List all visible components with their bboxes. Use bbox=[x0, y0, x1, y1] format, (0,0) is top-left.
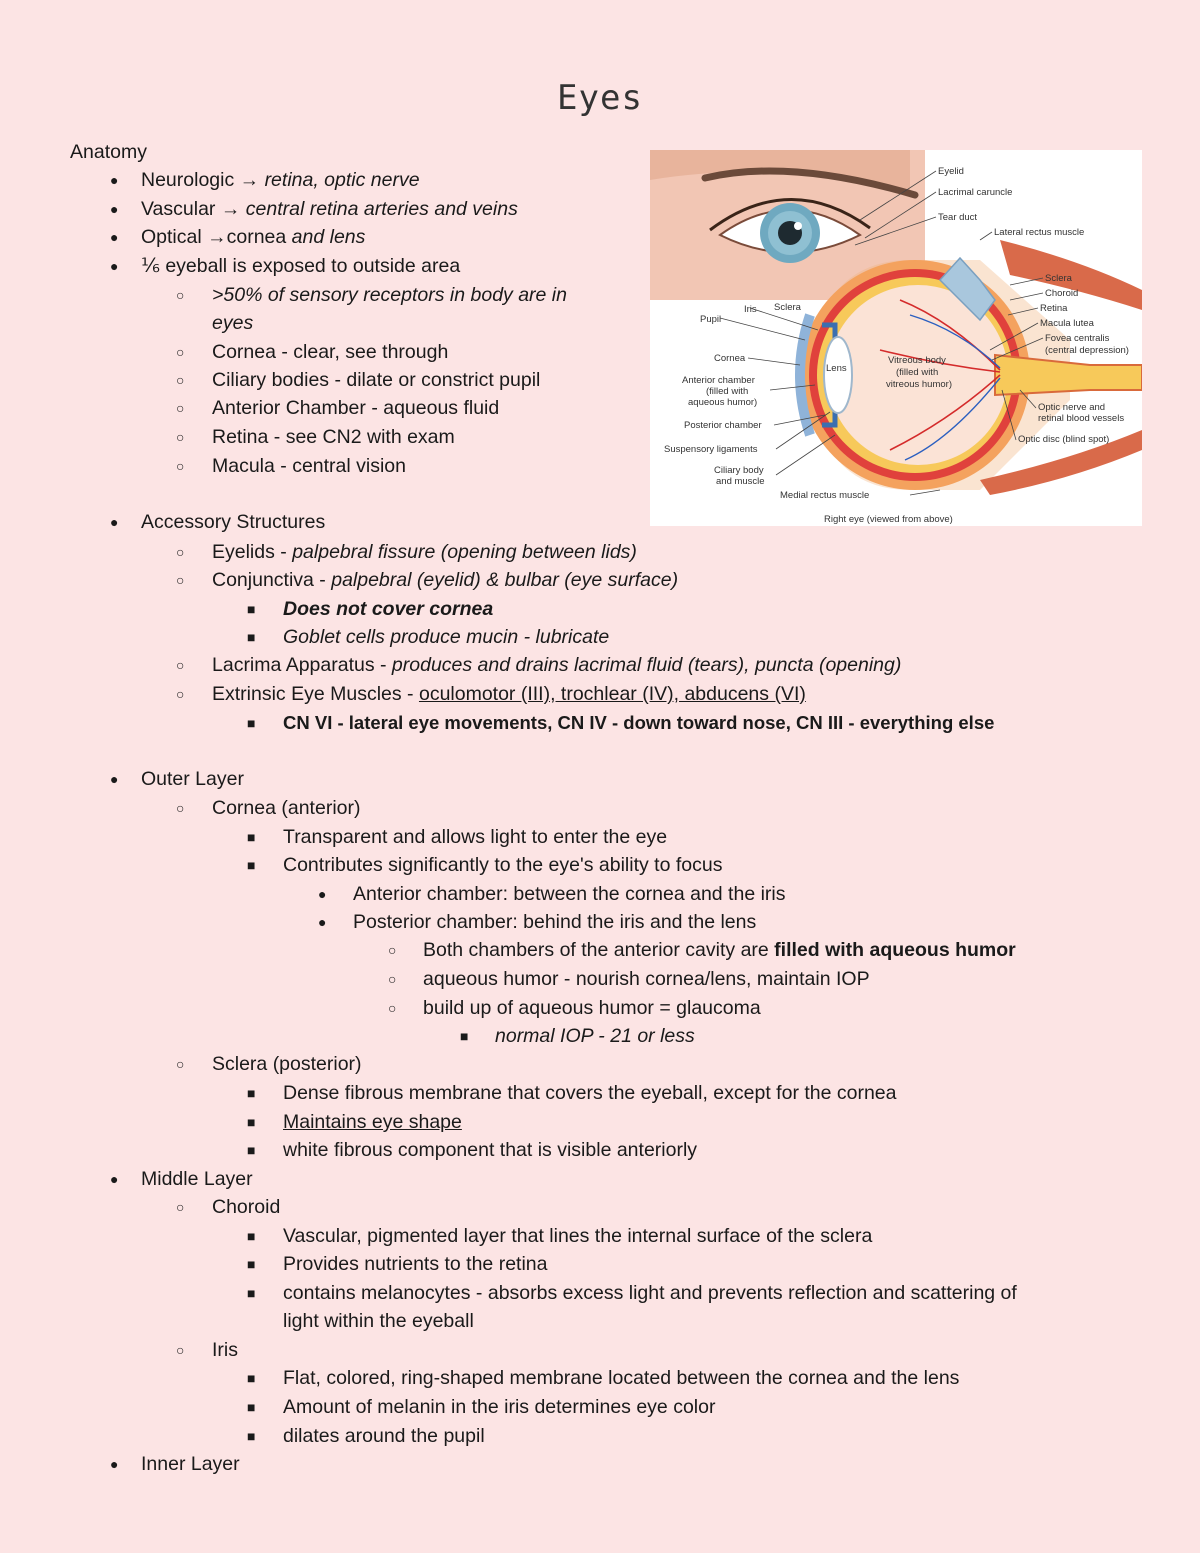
list-item-continued: eyes bbox=[212, 312, 254, 334]
list-item: Macula - central vision bbox=[212, 455, 406, 477]
list-item-continued: light within the eyeball bbox=[283, 1310, 474, 1332]
list-item: Anterior Chamber - aqueous fluid bbox=[212, 397, 500, 419]
bullet-square: ■ bbox=[247, 829, 256, 845]
bullet-circle: ○ bbox=[176, 1199, 185, 1215]
list-item: Middle Layer bbox=[141, 1168, 253, 1190]
bullet-square: ■ bbox=[247, 601, 256, 617]
bullet-square: ■ bbox=[247, 715, 256, 731]
bullet-circle: ○ bbox=[176, 1342, 185, 1358]
list-item: Vascular → central retina arteries and veins bbox=[141, 198, 518, 220]
bullet-square: ■ bbox=[247, 1085, 256, 1101]
eye-highlight bbox=[794, 222, 802, 230]
page-title: Eyes bbox=[557, 78, 643, 118]
list-item: Iris bbox=[212, 1339, 238, 1361]
list-item: Cornea - clear, see through bbox=[212, 341, 449, 363]
list-item: Neurologic → retina, optic nerve bbox=[141, 169, 420, 191]
bullet-circle: ○ bbox=[176, 344, 185, 360]
label-optic-nerve-2: retinal blood vessels bbox=[1038, 413, 1125, 424]
bullet-circle: ○ bbox=[176, 686, 185, 702]
bullet-dot: ● bbox=[110, 1456, 119, 1472]
label-choroid: Choroid bbox=[1045, 288, 1079, 299]
list-item: Provides nutrients to the retina bbox=[283, 1253, 548, 1275]
bullet-circle: ○ bbox=[176, 429, 185, 445]
bullet-circle: ○ bbox=[176, 657, 185, 673]
label-anterior-chamber-3: aqueous humor) bbox=[688, 397, 758, 408]
bullet-dot: ● bbox=[318, 914, 327, 930]
label-lateral-rectus: Lateral rectus muscle bbox=[994, 227, 1085, 238]
bullet-square: ■ bbox=[247, 857, 256, 873]
bullet-dot: ● bbox=[110, 229, 119, 245]
label-optic-disc: Optic disc (blind spot) bbox=[1018, 434, 1110, 445]
lens-icon bbox=[824, 337, 852, 413]
list-item: Transparent and allows light to enter the eye bbox=[283, 826, 668, 848]
bullet-dot: ● bbox=[110, 514, 119, 530]
label-pupil: Pupil bbox=[700, 314, 722, 325]
list-item: Maintains eye shape bbox=[283, 1111, 462, 1133]
label-retina: Retina bbox=[1040, 303, 1068, 314]
bullet-square: ■ bbox=[247, 1370, 256, 1386]
list-item: Dense fibrous membrane that covers the eyeball, except for the cornea bbox=[283, 1082, 897, 1104]
label-suspensory: Suspensory ligaments bbox=[664, 444, 758, 455]
list-item: Lacrima Apparatus - produces and drains lacrimal fluid (tears), puncta (opening) bbox=[212, 654, 902, 676]
bullet-circle: ○ bbox=[176, 287, 185, 303]
label-ciliary: Ciliary body bbox=[714, 465, 764, 476]
list-item: white fibrous component that is visible anteriorly bbox=[283, 1139, 698, 1161]
label-ciliary-2: and muscle bbox=[716, 476, 765, 487]
bullet-dot: ● bbox=[318, 886, 327, 902]
list-item: Accessory Structures bbox=[141, 511, 326, 533]
bullet-square: ■ bbox=[247, 1285, 256, 1301]
list-item: Choroid bbox=[212, 1196, 281, 1218]
bullet-dot: ● bbox=[110, 172, 119, 188]
label-eyelid: Eyelid bbox=[938, 166, 964, 177]
bullet-circle: ○ bbox=[176, 544, 185, 560]
bullet-square: ■ bbox=[247, 1142, 256, 1158]
bullet-square: ■ bbox=[460, 1028, 469, 1044]
bullet-dot: ● bbox=[110, 201, 119, 217]
figure-caption: Right eye (viewed from above) bbox=[824, 514, 953, 525]
list-item: Optical →cornea and lens bbox=[141, 226, 366, 248]
list-item: Outer Layer bbox=[141, 768, 244, 790]
label-vitreous-2: (filled with bbox=[896, 367, 939, 378]
label-vitreous-3: vitreous humor) bbox=[886, 379, 952, 390]
list-item: Cornea (anterior) bbox=[212, 797, 361, 819]
section-heading-anatomy: Anatomy bbox=[70, 141, 147, 163]
list-item: dilates around the pupil bbox=[283, 1425, 485, 1447]
bullet-dot: ● bbox=[110, 1171, 119, 1187]
list-item: Anterior chamber: between the cornea and the iris bbox=[353, 883, 786, 905]
label-anterior-chamber: Anterior chamber bbox=[682, 375, 755, 386]
bullet-circle: ○ bbox=[176, 400, 185, 416]
bullet-dot: ● bbox=[110, 258, 119, 274]
label-tear-duct: Tear duct bbox=[938, 212, 978, 223]
list-item: Contributes significantly to the eye's ability to focus bbox=[283, 854, 723, 876]
list-item: Eyelids - palpebral fissure (opening between lids) bbox=[212, 541, 637, 563]
bullet-circle: ○ bbox=[176, 458, 185, 474]
label-iris: Iris bbox=[744, 304, 757, 315]
list-item: Sclera (posterior) bbox=[212, 1053, 362, 1075]
list-item: Ciliary bodies - dilate or constrict pupil bbox=[212, 369, 541, 391]
list-item: CN VI - lateral eye movements, CN IV - down toward nose, CN III - everything else bbox=[283, 712, 995, 733]
label-medial-rectus: Medial rectus muscle bbox=[780, 490, 870, 501]
list-item: Extrinsic Eye Muscles - oculomotor (III), trochlear (IV), abducens (VI) bbox=[212, 683, 806, 705]
bullet-square: ■ bbox=[247, 1399, 256, 1415]
bullet-square: ■ bbox=[247, 1228, 256, 1244]
bullet-circle: ○ bbox=[388, 971, 397, 987]
bullet-circle: ○ bbox=[176, 372, 185, 388]
list-item: Retina - see CN2 with exam bbox=[212, 426, 455, 448]
bullet-circle: ○ bbox=[176, 1056, 185, 1072]
label-cornea: Cornea bbox=[714, 353, 746, 364]
list-item: Amount of melanin in the iris determines eye color bbox=[283, 1396, 716, 1418]
list-item: Posterior chamber: behind the iris and the lens bbox=[353, 911, 757, 933]
label-sclera-left: Sclera bbox=[774, 302, 801, 313]
list-item: Vascular, pigmented layer that lines the internal surface of the sclera bbox=[283, 1225, 873, 1247]
eye-anatomy-illustration bbox=[650, 150, 1142, 526]
bullet-circle: ○ bbox=[388, 1000, 397, 1016]
bullet-square: ■ bbox=[247, 1428, 256, 1444]
label-anterior-chamber-2: (filled with bbox=[706, 386, 749, 397]
label-optic-nerve: Optic nerve and bbox=[1038, 402, 1106, 413]
list-item: Conjunctiva - palpebral (eyelid) & bulbar (eye surface) bbox=[212, 569, 679, 591]
list-item: Both chambers of the anterior cavity are filled with aqueous humor bbox=[423, 939, 1016, 961]
bullet-dot: ● bbox=[110, 771, 119, 787]
label-sclera-right: Sclera bbox=[1045, 273, 1072, 284]
list-item: Flat, colored, ring-shaped membrane located between the cornea and the lens bbox=[283, 1367, 960, 1389]
list-item: ⅙ eyeball is exposed to outside area bbox=[141, 255, 461, 277]
label-lens: Lens bbox=[826, 363, 847, 374]
label-vitreous: Vitreous body bbox=[888, 355, 946, 366]
list-item: normal IOP - 21 or less bbox=[495, 1025, 695, 1047]
list-item: Goblet cells produce mucin - lubricate bbox=[283, 626, 610, 648]
list-item: >50% of sensory receptors in body are in bbox=[212, 284, 567, 306]
list-item: aqueous humor - nourish cornea/lens, maintain IOP bbox=[423, 968, 870, 990]
list-item: build up of aqueous humor = glaucoma bbox=[423, 997, 761, 1019]
bullet-circle: ○ bbox=[388, 942, 397, 958]
bullet-square: ■ bbox=[247, 1114, 256, 1130]
label-fovea-2: (central depression) bbox=[1045, 345, 1129, 356]
label-fovea: Fovea centralis bbox=[1045, 333, 1110, 344]
list-item: contains melanocytes - absorbs excess light and prevents reflection and scattering of bbox=[283, 1282, 1017, 1304]
bullet-square: ■ bbox=[247, 629, 256, 645]
label-macula: Macula lutea bbox=[1040, 318, 1094, 329]
list-item: Inner Layer bbox=[141, 1453, 240, 1475]
bullet-square: ■ bbox=[247, 1256, 256, 1272]
bullet-circle: ○ bbox=[176, 800, 185, 816]
bullet-circle: ○ bbox=[176, 572, 185, 588]
label-caruncle: Lacrimal caruncle bbox=[938, 187, 1013, 198]
label-posterior-chamber: Posterior chamber bbox=[684, 420, 762, 431]
eye-anatomy-figure bbox=[650, 150, 1142, 526]
list-item: Does not cover cornea bbox=[283, 598, 494, 620]
